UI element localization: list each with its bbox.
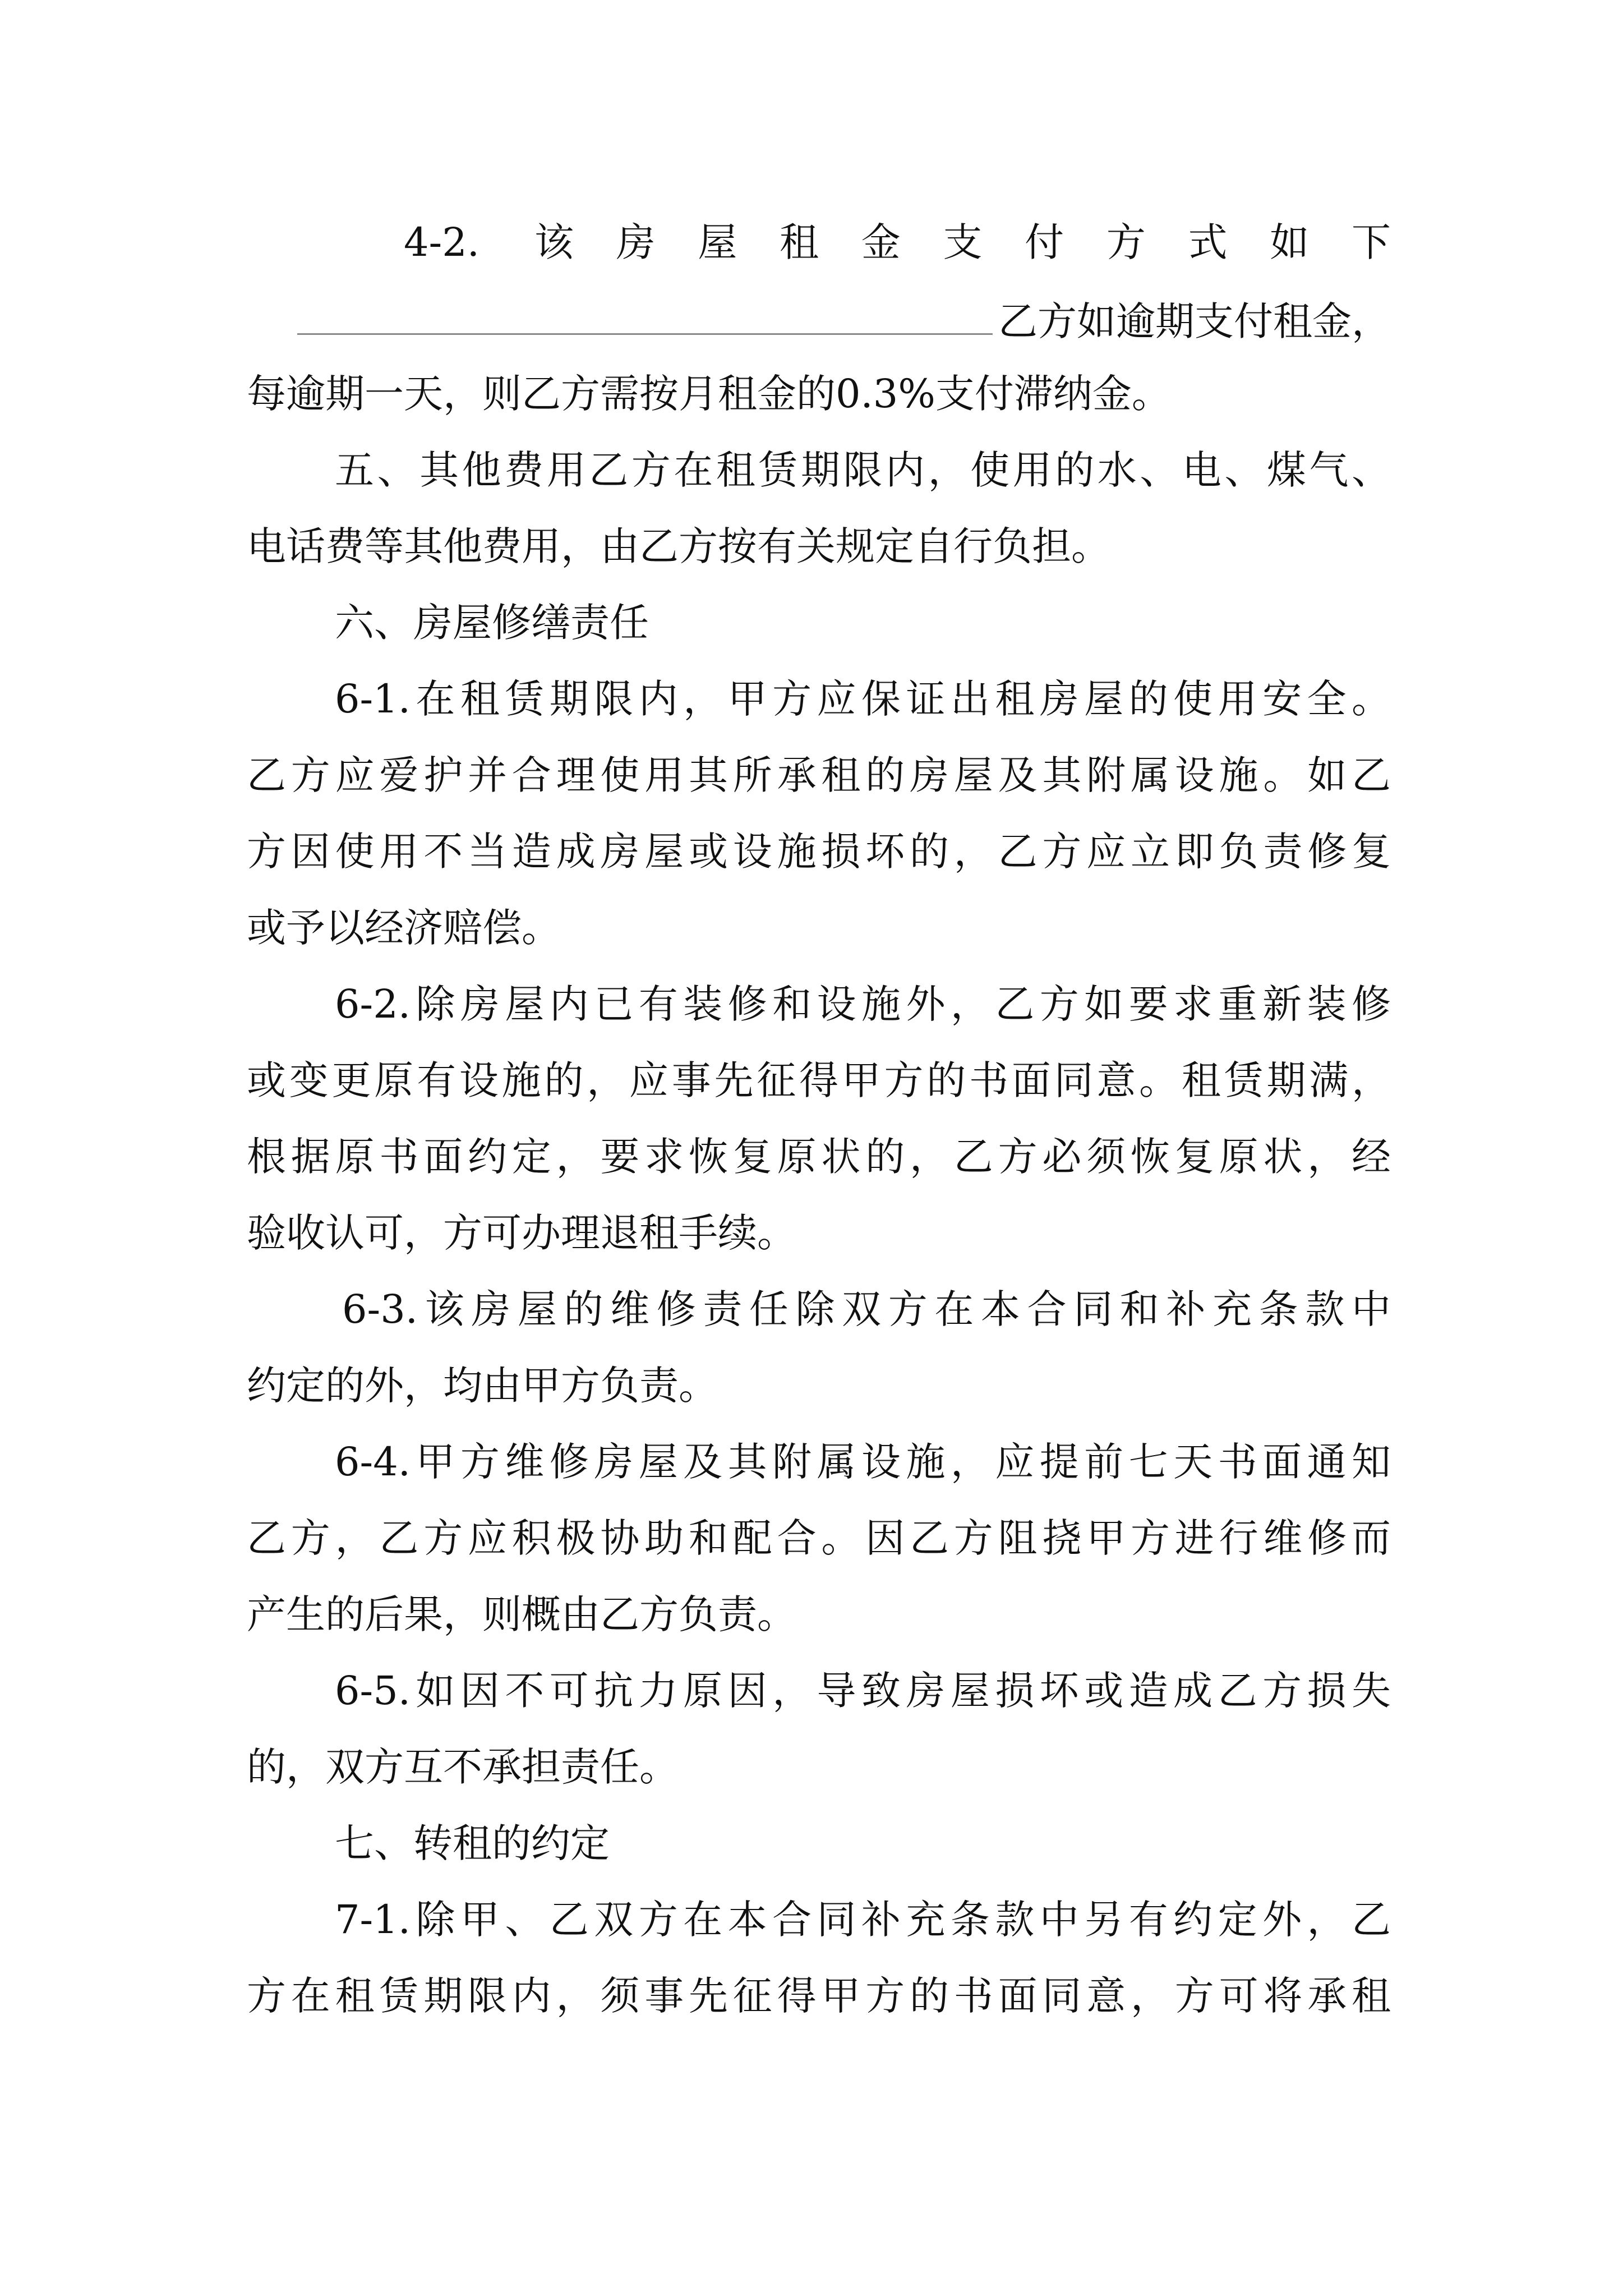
- fill-in-blank[interactable]: [297, 293, 993, 335]
- body-text-line: 乙方，乙方应积极协助和配合。因乙方阻挠甲方进行维修而: [247, 1515, 1391, 1561]
- body-text-line: 或予以经济赔偿。: [247, 905, 561, 951]
- body-text-line: 或变更原有设施的，应事先征得甲方的书面同意。租赁期满，: [247, 1057, 1391, 1103]
- body-text-line: 每逾期一天，则乙方需按月租金的0.3%支付滞纳金。: [247, 371, 1171, 417]
- section-five-line: 五、其他费用乙方在租赁期限内，使用的水、电、煤气、: [335, 447, 1391, 493]
- clause-7-1-line: 7-1.除甲、乙双方在本合同补充条款中另有约定外，乙: [335, 1897, 1391, 1943]
- late-payment-text: 乙方如逾期支付租金，: [998, 298, 1391, 344]
- body-text-line: 方在租赁期限内，须事先征得甲方的书面同意，方可将承租: [247, 1973, 1391, 2019]
- body-text-line: 验收认可，方可办理退租手续。: [247, 1210, 796, 1256]
- section-six-heading: 六、房屋修缮责任: [335, 600, 649, 646]
- body-text-line: 乙方应爱护并合理使用其所承租的房屋及其附属设施。如乙: [247, 752, 1391, 798]
- section-seven-heading: 七、转租的约定: [335, 1820, 610, 1866]
- body-text-line: 产生的后果，则概由乙方负责。: [247, 1591, 796, 1637]
- clause-6-3-line: 6-3.该房屋的维修责任除双方在本合同和补充条款中: [342, 1286, 1391, 1332]
- body-text-line: 约定的外，均由甲方负责。: [247, 1363, 718, 1409]
- body-text-line: 的，双方互不承担责任。: [247, 1744, 679, 1790]
- clause-6-5-line: 6-5.如因不可抗力原因，导致房屋损坏或造成乙方损失: [335, 1668, 1391, 1714]
- clause-6-2-line: 6-2.除房屋内已有装修和设施外，乙方如要求重新装修: [335, 981, 1391, 1027]
- payment-terms-heading: 4-2. 该房屋租金支付方式如下: [404, 219, 1391, 265]
- clause-6-1-line: 6-1.在租赁期限内，甲方应保证出租房屋的使用安全。: [335, 676, 1391, 722]
- body-text-line: 电话费等其他费用，由乙方按有关规定自行负担。: [247, 523, 1110, 569]
- payment-terms-line: [247, 293, 1391, 344]
- body-text-line: 根据原书面约定，要求恢复原状的，乙方必须恢复原状，经: [247, 1134, 1391, 1180]
- clause-6-4-line: 6-4.甲方维修房屋及其附属设施，应提前七天书面通知: [335, 1439, 1391, 1485]
- body-text-line: 方因使用不当造成房屋或设施损坏的，乙方应立即负责修复: [247, 829, 1391, 875]
